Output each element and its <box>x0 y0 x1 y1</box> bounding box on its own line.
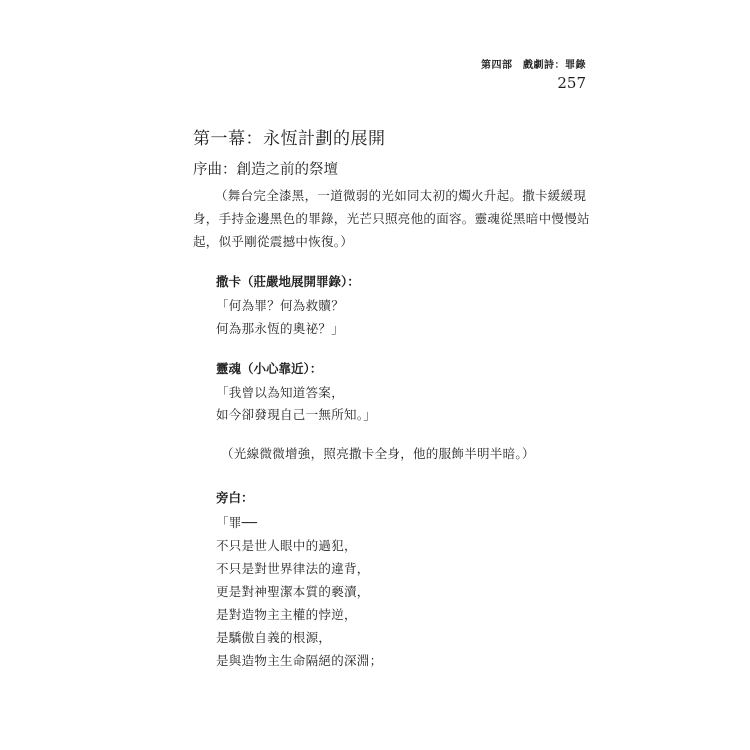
dialogue-line: 「何為罪？何為救贖？ <box>216 298 345 313</box>
speaker-label: 撒卡（莊嚴地展開罪錄）： <box>216 274 360 289</box>
narration-line: 是與造物主生命隔絕的深淵； <box>216 653 383 668</box>
page-number: 257 <box>557 74 586 92</box>
narration-line: 是對造物主主權的悖逆， <box>216 607 357 622</box>
dialogue-line: 何為那永恆的奧祕？」 <box>216 321 345 336</box>
act-title: 第一幕：永恆計劃的展開 <box>193 129 386 149</box>
narration-line: 更是對神聖潔本質的褻瀆， <box>216 584 370 599</box>
narration-line: 是驕傲自義的根源， <box>216 630 332 645</box>
stage-direction: （光線微微增強，照亮撒卡全身，他的服飾半明半暗。） <box>221 446 535 461</box>
section-title: 序曲：創造之前的祭壇 <box>193 162 338 178</box>
running-head: 第四部 戲劇詩：罪錄 <box>481 60 586 71</box>
stage-direction: （舞台完全漆黑，一道微弱的光如同太初的燭火升起。撒卡緩緩現身，手持金邊黑色的罪錄，光芒只照亮他的面容。靈魂從黑暗中慢慢站起，似乎剛從震撼中恢復。） <box>193 188 590 249</box>
narration-line: 「罪── <box>216 515 258 530</box>
dialogue-line: 如今卻發現自己一無所知。」 <box>216 407 377 422</box>
speaker-label: 旁白： <box>216 490 254 505</box>
speaker-label: 靈魂（小心靠近）： <box>216 361 323 376</box>
narration-line: 不只是世人眼中的過犯， <box>216 538 357 553</box>
narration-line: 不只是對世界律法的違背， <box>216 561 370 576</box>
dialogue-line: 「我曾以為知道答案， <box>216 385 345 400</box>
